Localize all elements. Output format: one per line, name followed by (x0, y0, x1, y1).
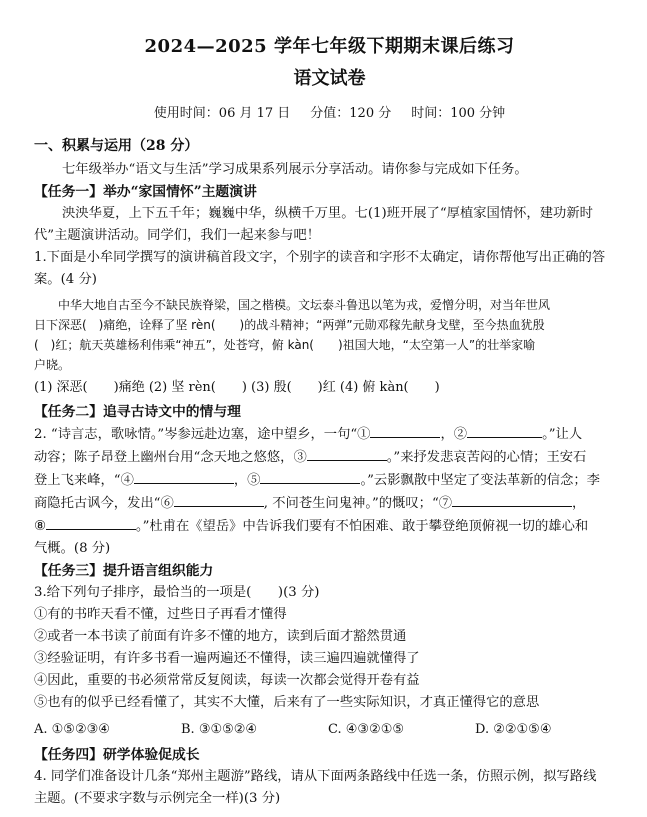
passage-line: 户晓。 (34, 358, 71, 372)
meta-score: 分值：120 分 (310, 106, 392, 121)
answer-blank-8[interactable] (46, 515, 136, 530)
question2-line4 (34, 492, 625, 515)
option-d[interactable]: D. ②②①⑤④ (475, 722, 552, 737)
passage-line: ( )红；航天英雄杨利伟乘“神五”，处苍穹，俯 kàn( )祖国大地，“太空第一人”的壮举家喻 (34, 338, 536, 352)
section-intro: 七年级举办“语文与生活”学习成果系列展示分享活动。请你参与完成如下任务。 (62, 162, 528, 177)
task1-intro-line1: 泱泱华夏，上下五千年；巍巍中华，纵横千万里。七(1)班开展了“厚植家国情怀，建功新时 (62, 206, 593, 221)
question2-line2 (34, 446, 625, 469)
option-c[interactable]: C. ④③②①⑤ (328, 722, 405, 737)
exam-title: 2024—2025 学年七年级下期期末课后练习 (144, 36, 515, 57)
answer-blank-4[interactable] (134, 469, 234, 484)
task4-heading: 【任务四】研学体验促成长 (34, 747, 200, 763)
q2-text: 动容；陈子昂登上幽州台用“念天地之悠悠，③ (34, 450, 307, 465)
q2-text: 。”让人 (542, 427, 583, 442)
question4-line1: 4. 同学们准备设计几条“郑州主题游”路线，请从下面两条路线中任选一条，仿照示例，拟写路线 (34, 769, 597, 784)
sentence-item: ③经验证明，有许多书看一遍两遍还不懂得，读三遍四遍就懂得了 (34, 651, 420, 666)
answer-blank-3[interactable] (307, 446, 387, 461)
sentence-item: ②或者一本书读了前面有许多不懂的地方，读到后面才豁然贯通 (34, 629, 407, 644)
passage-line: 中华大地自古至今不缺民族脊梁，国之楷模。文坛泰斗鲁迅以笔为戎，爱憎分明，对当年世风 (58, 298, 551, 312)
question2-line1 (34, 423, 625, 446)
task1-heading: 【任务一】举办“家国情怀”主题演讲 (34, 184, 257, 200)
sentence-item: ④因此，重要的书必须常常反复阅读，每读一次都会觉得开卷有益 (34, 673, 420, 688)
task1-intro-line2: 代”主题演讲活动。同学们，我们一起来参与吧！ (34, 228, 321, 243)
question2-line5 (34, 515, 625, 538)
q2-text: 。”杜甫在《望岳》中告诉我们要有不怕困难、敢于攀登绝顶俯视一切的雄心和 (135, 519, 589, 534)
task3-heading: 【任务三】提升语言组织能力 (34, 563, 214, 579)
meta-duration: 时间：100 分钟 (411, 106, 506, 121)
q2-text: 。”来抒发悲哀苦闷的心情；王安石 (386, 450, 587, 465)
q2-text: ，② (440, 427, 468, 442)
q2-text: ⑧ (34, 519, 46, 534)
passage-line: 日下深恶( )痛绝，诠释了坚 rèn( )的战斗精神；“两弹”元勋邓稼先献身戈壁，至今热血犹殷 (34, 318, 545, 332)
option-a[interactable]: A. ①⑤②③④ (34, 722, 110, 737)
question1-line2: 案。(4 分) (34, 272, 97, 287)
answer-blank-6[interactable] (174, 492, 264, 507)
q2-text: ， (572, 496, 586, 511)
question1-blanks: (1) 深恶( )痛绝 (2) 坚 rèn( ) (3) 殷( )红 (4) 俯 kàn( ) (34, 380, 440, 395)
q2-text: , 不问苍生问鬼神。”的慨叹；“⑦ (263, 496, 453, 511)
sentence-item: ⑤也有的似乎已经看懂了，其实不大懂，后来有了一些实际知识，才真正懂得它的意思 (34, 695, 540, 710)
exam-subtitle: 语文试卷 (293, 68, 366, 89)
question1-line1: 1.下面是小牟同学撰写的演讲稿首段文字，个别字的读音和字形不太确定，请你帮他写出正确的答 (34, 250, 606, 265)
question4-line2: 主题。(不要求字数与示例完全一样)(3 分) (34, 791, 281, 806)
question3: 3.给下列句子排序，最恰当的一项是( )(3 分) (34, 585, 320, 600)
answer-blank-5[interactable] (260, 469, 360, 484)
q2-text: 商隐托古讽今，发出“⑥ (34, 496, 174, 511)
meta-date: 使用时间：06 月 17 日 (153, 106, 291, 121)
q2-text: 登上飞来峰，“④ (34, 473, 134, 488)
answer-blank-1[interactable] (370, 423, 440, 438)
choice-options (34, 718, 625, 742)
exam-meta (34, 102, 625, 121)
speech-passage (34, 295, 625, 375)
question2-line3 (34, 469, 625, 492)
answer-blank-7[interactable] (452, 492, 572, 507)
question2-line6: 气概。(8 分) (34, 541, 111, 556)
q2-text: 2. “诗言志，歌咏情。”岑参远赴边塞，途中望乡，一句“① (34, 427, 371, 442)
q2-text: ，⑤ (233, 473, 261, 488)
sentence-item: ①有的书昨天看不懂，过些日子再看才懂得 (34, 607, 287, 622)
answer-blank-2[interactable] (467, 423, 542, 438)
option-b[interactable]: B. ③①⑤②④ (181, 722, 258, 737)
section-heading: 一、积累与运用（28 分） (34, 138, 199, 154)
task2-heading: 【任务二】追寻古诗文中的情与理 (34, 404, 241, 420)
q2-text: 。”云影飘散中坚定了变法革新的信念；李 (360, 473, 600, 488)
